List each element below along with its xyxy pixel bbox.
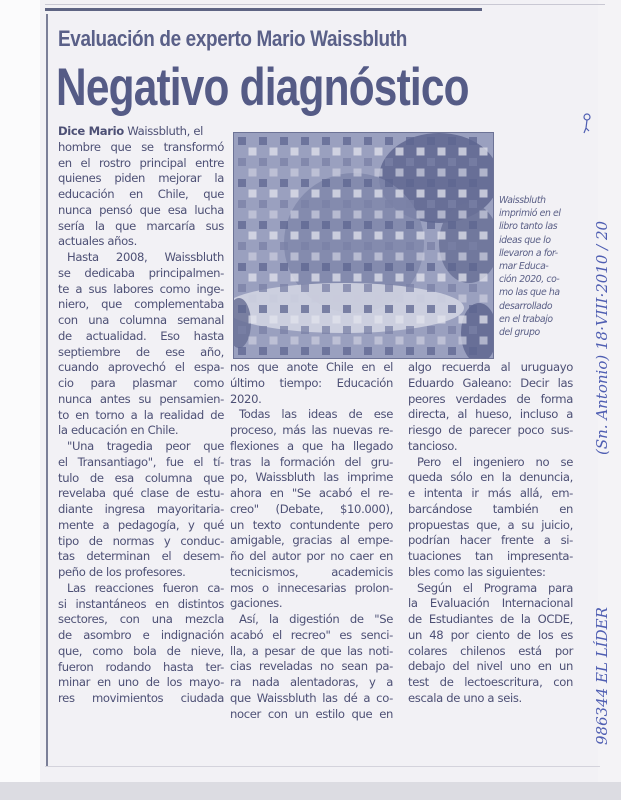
article-line: cio para plasmar como	[58, 376, 224, 390]
article-line: revelaba qué clase de estu-	[58, 486, 224, 501]
article-line: en el rostro principal entre	[58, 155, 224, 170]
article-line: peores verdades de forma	[408, 391, 573, 406]
article-line: quienes piden mejorar la	[58, 171, 224, 186]
article-line: que, como bola de nieve,	[58, 643, 224, 658]
column-left-rule	[46, 14, 48, 766]
article-line: e intenta ir más allá, em-	[408, 486, 573, 500]
article-line: res movimientos ciudada	[58, 691, 224, 705]
article-line: cuando aprovechó el espa-	[58, 360, 224, 375]
article-line: último tiempo: Educación	[230, 375, 393, 390]
article-line: ño del autor por no caer en	[230, 549, 393, 563]
article-line: creo" (Debate, $10.000),	[230, 501, 393, 516]
article-line: gaciones.	[230, 596, 283, 611]
article-line: nunca pensó que esa lucha	[58, 202, 224, 217]
article-line: tas determinan el desem-	[58, 549, 224, 564]
article-line: Todas las ideas de ese	[239, 407, 393, 422]
article-line: amigable, gracias al empe-	[230, 533, 393, 548]
article-line: Pero el ingeniero no se	[417, 454, 573, 469]
article-line: de asombro e indignación	[58, 628, 224, 642]
article-line: tuaciones tan impresenta-	[408, 549, 573, 563]
caption-line: mo las que ha	[499, 287, 560, 299]
photo-mosaic-image	[234, 133, 493, 358]
article-line: tancioso.	[408, 438, 458, 453]
article-line: se dedicaba principalmen-	[58, 265, 224, 280]
article-line: Las reacciones fueron ca-	[67, 580, 224, 595]
caption-line: mar Educa-	[499, 261, 549, 273]
article-line: sería la que marcaría sus	[58, 218, 224, 233]
article-line: tulo de esa columna que	[58, 470, 224, 485]
article-line: educación en Chile, que	[58, 187, 224, 201]
article-line: podrían hacer frente a si-	[408, 533, 573, 548]
article-line: algo recuerda al uruguayo	[408, 360, 573, 374]
article-line: te a sus labores como inge-	[58, 281, 224, 296]
photo-caption	[499, 194, 579, 339]
article-line: hombre que se transformó	[58, 139, 224, 154]
article-line: proceso, más las nuevas re-	[230, 423, 393, 437]
article-line: diante ingresa mayoritaria-	[58, 502, 224, 516]
article-column-3	[408, 360, 573, 707]
handwritten-date-note: (Sn. Antonio) 18·VIII·2010 / 20	[593, 220, 611, 455]
caption-line: ideas que lo	[499, 234, 551, 246]
article-line: el Transantiago", fue el tí-	[58, 454, 224, 469]
article-line: propuestas que, a su juicio,	[408, 517, 573, 532]
article-line: de Estudiantes de la OCDE,	[408, 612, 573, 626]
article-line: de actualidad. Eso hasta	[58, 328, 224, 343]
article-line: queda sólo en la denuncia,	[408, 470, 573, 485]
article-line: si instantáneos en distintos	[58, 596, 224, 611]
article-line: tecnicismos, academicis	[230, 564, 393, 579]
clipping-bottom-edge	[45, 766, 600, 767]
article-line: tras la formación del gru-	[230, 454, 393, 469]
article-column-1	[58, 124, 224, 707]
article-line: 2020.	[230, 391, 262, 406]
caption-line: ción 2020, co-	[499, 274, 560, 286]
scan-margin-left	[0, 0, 40, 800]
caption-line: del grupo	[499, 327, 540, 339]
caption-line: Waissbluth	[499, 195, 546, 206]
article-line: "Una tragedia peor que	[67, 439, 224, 453]
article-line: septiembre de ese año,	[58, 344, 224, 359]
caption-line: en el trabajo	[499, 313, 553, 325]
article-line: mente a pedagogía, y qué	[58, 517, 224, 532]
caption-line: imprimió en el	[499, 208, 561, 220]
article-line: nos que anote Chile en el	[230, 360, 393, 374]
scan-margin-bottom	[0, 782, 621, 800]
article-line: tipo de normas y conduc-	[58, 533, 224, 548]
caption-line: libro tanto las	[499, 221, 558, 233]
article-line: un 48 por ciento de los es	[408, 627, 573, 642]
article-line: la educación en Chile.	[58, 423, 179, 438]
article-line: sectores, con una mezcla	[58, 612, 224, 627]
article-line: fueron rodando hasta ter-	[58, 659, 224, 674]
caption-line: llevaron a for-	[499, 247, 558, 259]
article-line	[58, 124, 224, 140]
article-kicker: Evaluación de experto Mario Waissbluth	[58, 26, 407, 51]
article-line: colares chilenos está por	[408, 643, 573, 658]
article-line: mos o innecesarias prolon-	[230, 580, 393, 595]
article-line: debajo del nivel uno en un	[408, 659, 573, 674]
article-line: nunca antes su pensamien-	[58, 391, 224, 406]
article-line: po, Waissbluth las imprime	[230, 470, 393, 485]
article-line: nocer con un estilo que en	[230, 706, 393, 721]
article-line: acabó el recreo" es senci-	[230, 627, 393, 642]
article-line: la Evaluación Internacional	[408, 596, 573, 611]
article-line: riesgo de parecer poco sus-	[408, 423, 573, 437]
section-top-rule	[45, 8, 482, 11]
lead-in-text: Waissbluth, el	[123, 124, 204, 138]
lead-in-bold: Dice Mario	[58, 124, 124, 138]
article-line: minar en uno de los mayo-	[58, 675, 224, 690]
pen-mark-icon	[582, 113, 592, 139]
article-line: Según el Programa para	[417, 580, 573, 595]
article-line: bles como las siguientes:	[408, 564, 546, 579]
article-line: niero, que complementaba	[58, 297, 224, 312]
article-column-2	[230, 360, 393, 722]
article-line: peño de los profesores.	[58, 565, 186, 579]
article-line: Así, la digestión de "Se	[239, 612, 393, 626]
article-line: to en torno a la realidad de	[58, 407, 224, 422]
article-line: cias reveladas no sean pa-	[230, 659, 393, 674]
article-line: test de lectoescritura, con	[408, 675, 573, 689]
article-line: Eduardo Galeano: Decir las	[408, 375, 573, 390]
article-line: barcándose también en	[408, 501, 573, 516]
article-line: ra nada alentadoras, y a	[230, 675, 393, 689]
article-line: escala de uno a seis.	[408, 690, 522, 705]
article-line: actuales años.	[58, 234, 137, 249]
handwritten-source-note: 986344 EL LÍDER	[593, 607, 611, 745]
article-line: que Waissbluth las dé a co-	[230, 690, 393, 705]
article-headline: Negativo diagnóstico	[56, 58, 469, 117]
article-line: un texto contundente pero	[230, 517, 393, 532]
article-line: directa, al hueso, incluso a	[408, 407, 573, 422]
article-line: con una columna semanal	[58, 313, 224, 327]
article-line: lla, a pesar de que las noti-	[230, 643, 393, 658]
article-line: flexiones a que ha llegado	[230, 438, 393, 453]
clipping-top-edge	[45, 4, 605, 5]
article-line: Hasta 2008, Waissbluth	[67, 250, 224, 264]
article-line: ahora en "Se acabó el re-	[230, 486, 393, 500]
caption-line: desarrollado	[499, 300, 553, 312]
article-photo	[233, 132, 494, 359]
